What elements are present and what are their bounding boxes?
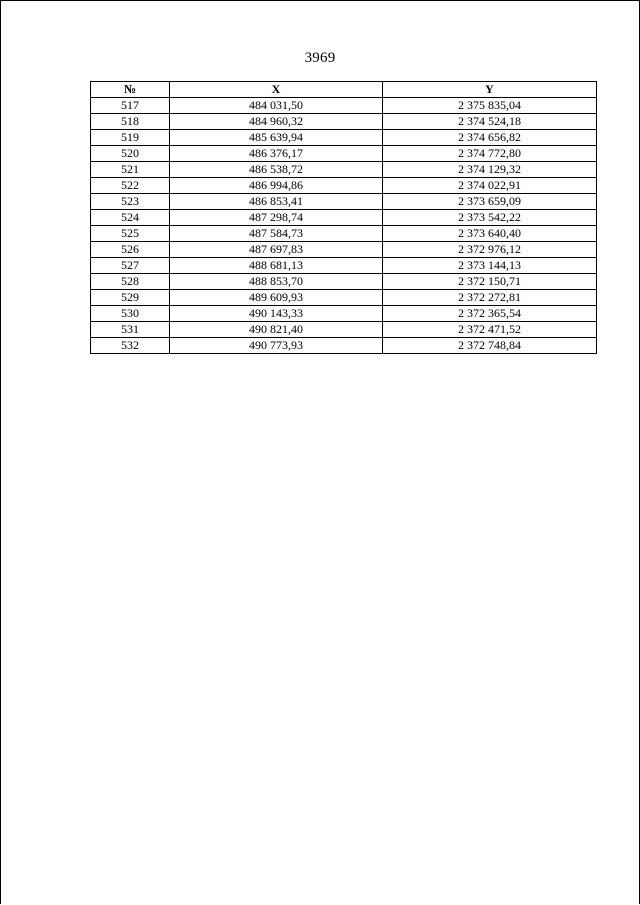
cell-number: 525 [91,226,170,242]
table-row [91,194,597,210]
cell-number: 522 [91,178,170,194]
table-row [91,130,597,146]
cell-y: 2 374 524,18 [383,114,597,130]
table-header-row [91,82,597,98]
cell-x: 484 031,50 [170,98,383,114]
table-row [91,322,597,338]
cell-x: 488 681,13 [170,258,383,274]
cell-x: 486 994,86 [170,178,383,194]
table-row [91,274,597,290]
cell-number: 531 [91,322,170,338]
table-row [91,162,597,178]
header-number: № [91,82,170,98]
cell-number: 529 [91,290,170,306]
table-row [91,178,597,194]
cell-y: 2 373 659,09 [383,194,597,210]
cell-number: 520 [91,146,170,162]
cell-x: 485 639,94 [170,130,383,146]
cell-number: 530 [91,306,170,322]
table-row [91,258,597,274]
cell-y: 2 373 144,13 [383,258,597,274]
cell-x: 484 960,32 [170,114,383,130]
cell-y: 2 373 542,22 [383,210,597,226]
cell-y: 2 374 022,91 [383,178,597,194]
cell-y: 2 372 272,81 [383,290,597,306]
cell-number: 523 [91,194,170,210]
table-row [91,210,597,226]
header-y: Y [383,82,597,98]
cell-y: 2 374 129,32 [383,162,597,178]
cell-number: 528 [91,274,170,290]
page-number: 3969 [304,50,336,66]
cell-x: 487 298,74 [170,210,383,226]
table-row [91,98,597,114]
cell-y: 2 374 772,80 [383,146,597,162]
cell-y: 2 372 365,54 [383,306,597,322]
cell-y: 2 372 976,12 [383,242,597,258]
table-row [91,146,597,162]
cell-x: 486 853,41 [170,194,383,210]
cell-number: 517 [91,98,170,114]
table-row [91,306,597,322]
table-row [91,242,597,258]
cell-x: 488 853,70 [170,274,383,290]
header-x: X [170,82,383,98]
cell-number: 526 [91,242,170,258]
coordinates-table [90,81,597,354]
table-row [91,338,597,354]
cell-x: 490 773,93 [170,338,383,354]
cell-x: 490 143,33 [170,306,383,322]
cell-y: 2 372 150,71 [383,274,597,290]
cell-number: 521 [91,162,170,178]
cell-number: 532 [91,338,170,354]
cell-y: 2 375 835,04 [383,98,597,114]
cell-y: 2 372 748,84 [383,338,597,354]
cell-number: 519 [91,130,170,146]
table-row [91,290,597,306]
cell-x: 486 376,17 [170,146,383,162]
table-body [91,98,597,354]
cell-number: 518 [91,114,170,130]
cell-number: 524 [91,210,170,226]
cell-x: 486 538,72 [170,162,383,178]
cell-x: 490 821,40 [170,322,383,338]
cell-y: 2 372 471,52 [383,322,597,338]
cell-x: 487 584,73 [170,226,383,242]
table-row [91,226,597,242]
cell-x: 487 697,83 [170,242,383,258]
cell-x: 489 609,93 [170,290,383,306]
cell-y: 2 373 640,40 [383,226,597,242]
cell-number: 527 [91,258,170,274]
cell-y: 2 374 656,82 [383,130,597,146]
table-row [91,114,597,130]
